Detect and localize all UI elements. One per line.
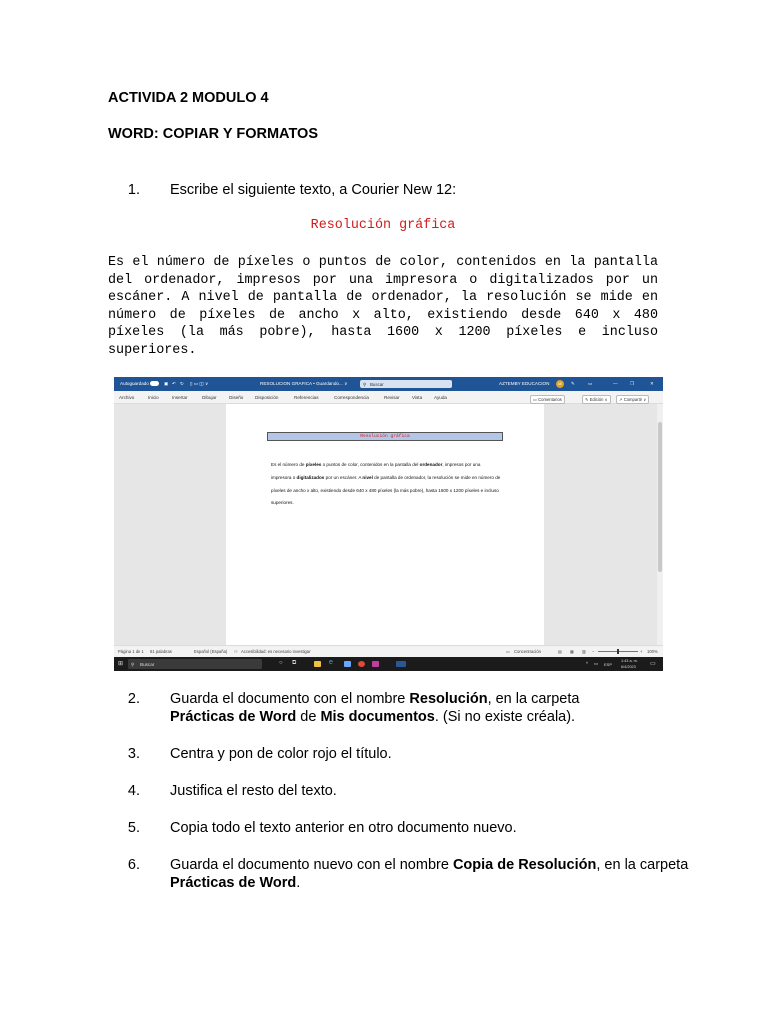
clock-time[interactable]: 1:43 a. m. <box>621 658 638 663</box>
file-explorer-icon[interactable] <box>314 661 321 667</box>
comment-icon: ▭ <box>533 396 539 402</box>
word-screenshot <box>114 377 663 671</box>
search-icon: ⚲ <box>363 381 367 387</box>
app-icon[interactable] <box>372 661 379 667</box>
step-text-bold: Mis documentos <box>320 709 435 725</box>
input-language[interactable]: ESP <box>604 661 613 667</box>
avatar[interactable]: AE <box>557 382 563 386</box>
step-text: Justifica el resto del texto. <box>170 783 337 799</box>
tab-revisar[interactable]: Revisar <box>384 394 400 400</box>
step-text <box>170 856 690 892</box>
editing-button[interactable] <box>582 395 611 404</box>
tab-dibujar[interactable]: Dibujar <box>202 394 217 400</box>
document-canvas <box>114 404 657 645</box>
step-text-part: Guarda el documento nuevo con el nombre <box>170 857 453 873</box>
status-focus[interactable]: Concentración <box>514 649 542 654</box>
print-layout-icon[interactable]: ▦ <box>570 649 574 654</box>
step-text: Escribe el siguiente texto, a Courier New 12: <box>170 182 457 198</box>
body-text: o puntos de color, contenidos en la pantalla del <box>321 462 420 467</box>
accessibility-icon: ⚇ <box>234 649 238 654</box>
page-title: Resolución gráfica <box>267 432 503 441</box>
step-3 <box>120 745 700 765</box>
zoom-slider-knob[interactable] <box>617 649 619 654</box>
focus-icon: ▭ <box>506 649 510 654</box>
document-page[interactable] <box>226 404 544 645</box>
activity-heading: ACTIVIDA 2 MODULO 4 <box>108 90 269 106</box>
read-mode-icon[interactable]: ▤ <box>558 649 562 654</box>
ribbon-tabs <box>114 391 663 404</box>
tab-disposicion[interactable]: Disposición <box>255 394 279 400</box>
document-title: RESOLUCION GRAFICA • Guardando... ∨ <box>260 381 348 386</box>
step-number: 1. <box>127 182 140 198</box>
autosave-toggle[interactable] <box>150 381 159 386</box>
close-icon[interactable]: ✕ <box>650 381 654 386</box>
zoom-in-icon[interactable]: + <box>640 649 643 654</box>
comments-button[interactable] <box>530 395 565 404</box>
status-accessibility[interactable]: Accesibilidad: es necesario investigar <box>241 649 311 654</box>
pen-icon[interactable]: ✎ <box>571 381 575 386</box>
search-icon: ⚲ <box>131 661 135 667</box>
step-text-bold: Resolución <box>409 691 488 707</box>
account-name[interactable]: AZTEMBY EDUCACION <box>499 381 550 386</box>
widgets-icon[interactable]: ⧉ <box>292 660 297 666</box>
notifications-icon[interactable]: ▭ <box>650 661 656 667</box>
editing-label: Edición <box>589 396 604 402</box>
task-view-icon[interactable]: ○ <box>279 660 283 666</box>
step-text-part: Guarda el documento con el nombre <box>170 691 410 707</box>
step-2 <box>120 690 700 730</box>
title-search-placeholder: Buscar <box>370 381 384 387</box>
step-text-bold: Prácticas de Word <box>170 709 297 725</box>
step-number: 2. <box>127 691 140 707</box>
step-text <box>170 690 690 726</box>
store-icon[interactable] <box>344 661 351 667</box>
activity-subheading: WORD: COPIAR Y FORMATOS <box>108 126 318 142</box>
step-number: 3. <box>127 746 140 762</box>
undo-icon[interactable]: ↶ <box>172 381 176 386</box>
body-bold: ordenador <box>419 462 443 467</box>
zoom-level[interactable]: 100% <box>647 649 658 654</box>
windows-start-icon[interactable]: ⊞ <box>118 661 124 667</box>
step-1 <box>120 181 700 201</box>
status-words[interactable]: 61 palabras <box>150 649 172 654</box>
quick-access-icons[interactable]: ▯ ▭ ◫ ∨ <box>190 381 209 386</box>
tab-ayuda[interactable]: Ayuda <box>434 394 447 400</box>
tab-insertar[interactable]: Insertar <box>172 394 188 400</box>
ribbon-display-icon[interactable]: ▭ <box>588 381 593 386</box>
autosave-label: Autoguardado <box>120 381 149 386</box>
word-app-icon[interactable] <box>396 661 406 667</box>
tab-referencias[interactable]: Referencias <box>294 394 319 400</box>
chevron-down-icon: ∨ <box>642 396 647 402</box>
clock-date[interactable]: 6/4/2023 <box>621 664 636 669</box>
word-titlebar <box>114 377 663 391</box>
body-text: Es el número de <box>271 462 306 467</box>
network-icon[interactable]: ▭ <box>594 661 599 666</box>
step-number: 5. <box>127 820 140 836</box>
share-icon: ↗ <box>619 396 624 402</box>
step-text-part: de <box>296 709 321 725</box>
tab-inicio[interactable]: Inicio <box>148 394 159 400</box>
edge-icon[interactable]: e <box>329 659 333 666</box>
zoom-out-icon[interactable]: − <box>592 649 595 654</box>
windows-taskbar <box>114 657 663 671</box>
step-6 <box>120 856 700 896</box>
vertical-scrollbar[interactable] <box>657 404 663 645</box>
body-text: , impresos por una impresora o <box>271 462 481 480</box>
sample-body: Es el número de píxeles o puntos de color, contenidos en la pantalla del ordenador, impresos por una impresora o digitalizados por un escáner. A nivel de pantalla de ordenador, la resolución se mide en número de píxeles de ancho x alto, existiendo desde 640 x 480 píxeles (la más pobre), hasta 1600 x 1200 píxeles e incluso superiores. <box>108 255 658 358</box>
save-icon[interactable]: ▣ <box>164 381 169 386</box>
page-body <box>271 459 501 510</box>
step-5 <box>120 819 700 839</box>
tray-chevron-icon[interactable]: ^ <box>586 661 589 666</box>
title-search-box[interactable] <box>360 380 452 388</box>
web-layout-icon[interactable]: ▥ <box>582 649 586 654</box>
chevron-down-icon: ∨ <box>603 396 608 402</box>
share-label: Compartir <box>623 396 643 402</box>
body-bold: píxeles <box>305 462 322 467</box>
step-text: Centra y pon de color rojo el título. <box>170 746 392 762</box>
redo-icon[interactable]: ↻ <box>180 381 184 386</box>
edit-icon: ✎ <box>585 396 590 402</box>
tab-diseno[interactable]: Diseño <box>229 394 244 400</box>
step-text-part: . <box>296 875 301 891</box>
scroll-thumb[interactable] <box>658 422 662 572</box>
sample-title: Resolución gráfica <box>310 218 456 233</box>
tab-vista[interactable]: Vista <box>412 394 423 400</box>
step-text-bold: Prácticas de Word <box>170 875 297 891</box>
minimize-icon[interactable]: — <box>613 381 618 386</box>
step-text-part: , en la carpeta <box>487 691 580 707</box>
step-text-part: . (Si no existe créala). <box>434 709 576 725</box>
share-button[interactable] <box>616 395 649 404</box>
step-number: 6. <box>127 857 140 873</box>
status-bar <box>114 645 663 657</box>
step-4 <box>120 782 700 802</box>
step-text: Copia todo el texto anterior en otro documento nuevo. <box>170 820 517 836</box>
body-bold: digitalizados <box>296 474 325 480</box>
comments-label: Comentarios <box>538 396 562 402</box>
taskbar-search-placeholder: Buscar <box>140 661 155 667</box>
body-text: de pantalla de ordenador, la resolución se mide en número de píxeles de ancho x alto, existiendo desde 640 x 480 píxeles (la más pobre), hasta 1600 x 1200 píxeles e incluso superiores. <box>271 474 501 506</box>
body-bold: nivel <box>362 474 373 480</box>
tab-correspondencia[interactable]: Correspondencia <box>334 394 369 400</box>
restore-icon[interactable]: ❐ <box>630 381 635 386</box>
body-text: por un escáner. A <box>324 474 363 480</box>
status-page[interactable]: Página 1 de 1 <box>118 649 144 654</box>
tab-archivo[interactable]: Archivo <box>119 394 135 400</box>
step-number: 4. <box>127 783 140 799</box>
taskbar-search[interactable] <box>128 659 262 669</box>
step-text-bold: Copia de Resolución <box>452 857 597 873</box>
chrome-icon[interactable] <box>358 661 365 667</box>
step-text-part: , en la carpeta <box>596 857 689 873</box>
status-language[interactable]: Español (España) <box>194 649 228 654</box>
